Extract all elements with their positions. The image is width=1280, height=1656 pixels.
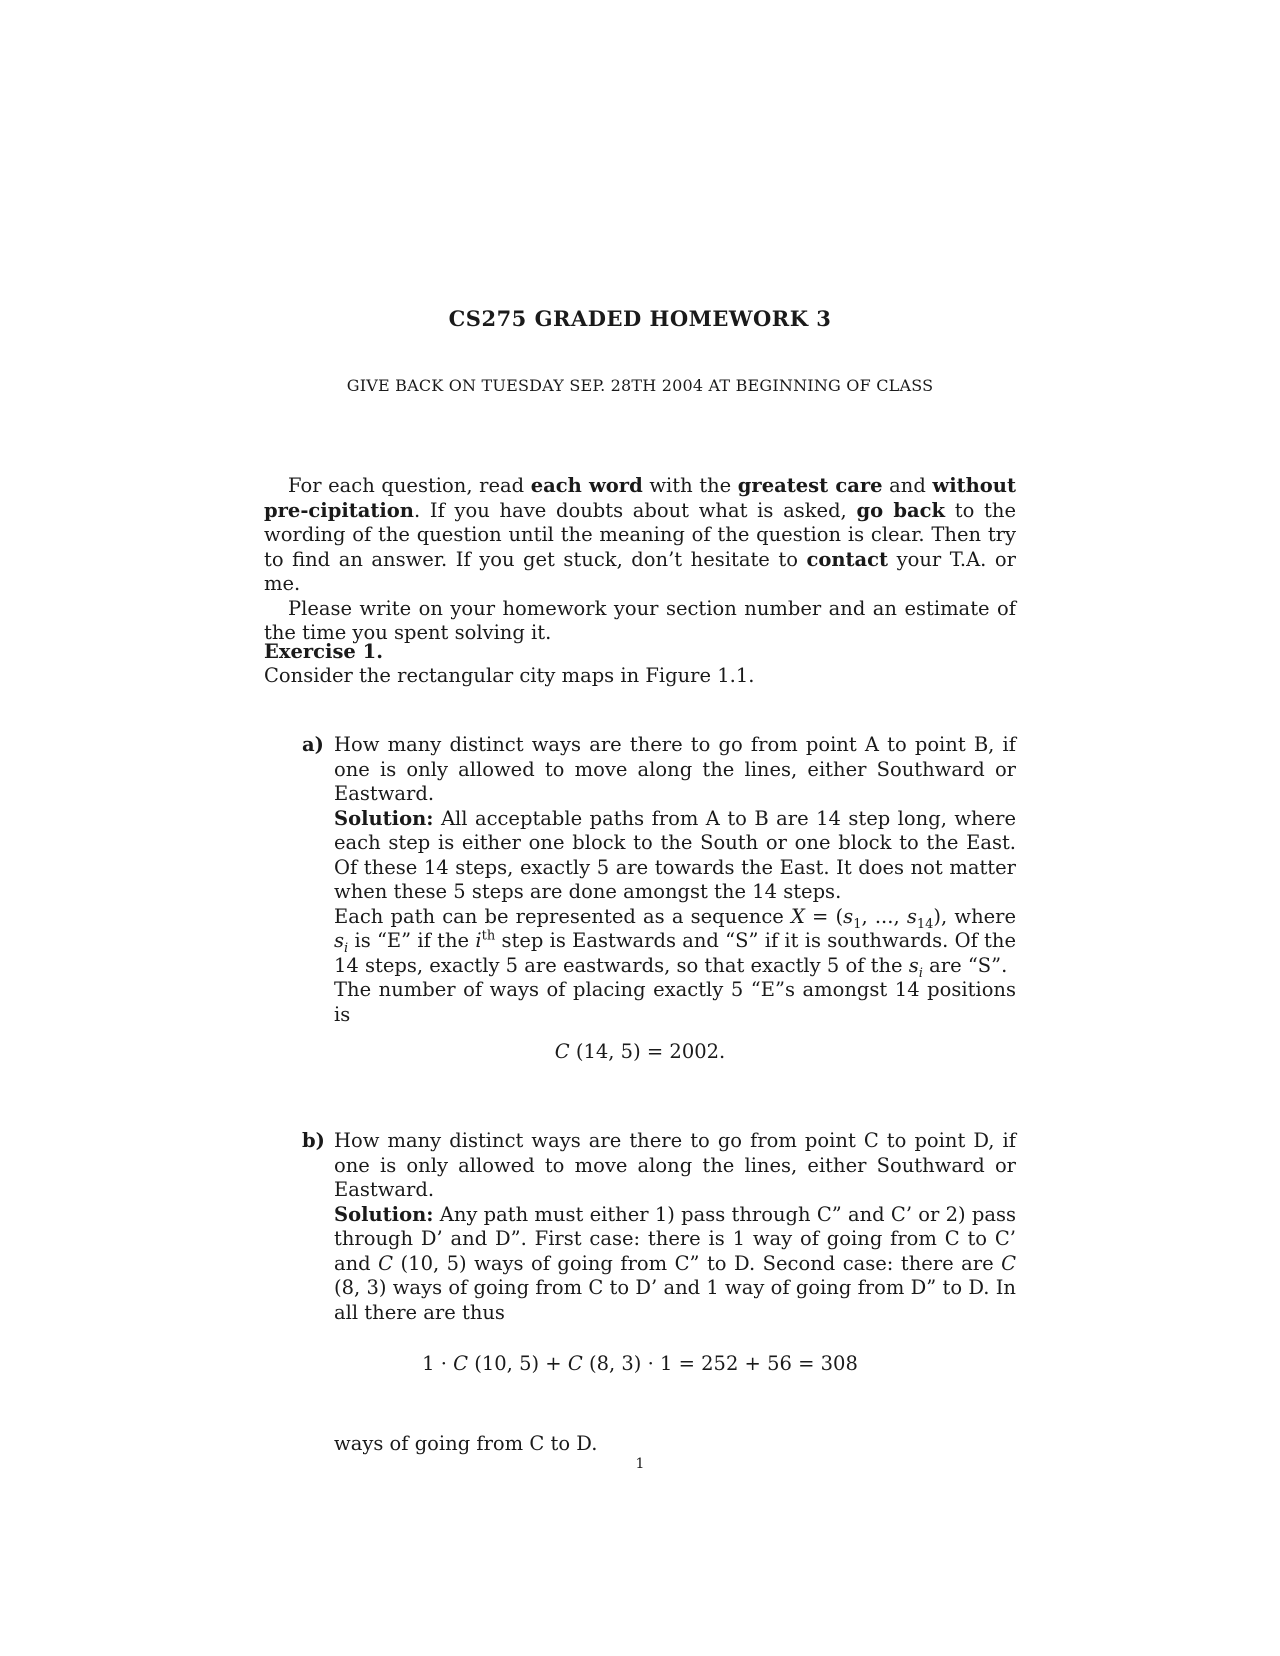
intro-paragraph-2: Please write on your homework your section number and an estimate of the time you spent solving it.: [264, 596, 1016, 644]
intro-bold: contact: [806, 547, 889, 571]
math-var: C: [378, 1251, 394, 1275]
math-sub: 14: [916, 916, 934, 932]
intro-text: your T.A. or me.: [264, 547, 1016, 595]
equation-b: [0, 1352, 1280, 1375]
solution-text: (10, 5): [393, 1251, 467, 1275]
part-a-label: a): [302, 733, 324, 756]
exercise-intro: Consider the rectangular city maps in Figure 1.1.: [264, 664, 755, 687]
solution-text: (8, 3): [334, 1276, 387, 1299]
math-var: s: [906, 904, 917, 928]
math-sub: 1: [853, 916, 862, 932]
solution-text: step is Eastwards and “S” if it is southwards. Of the 14 steps, exactly 5 are eastwards, so that exactly 5 of the: [334, 929, 1016, 977]
math-var: X: [790, 904, 805, 928]
math-var: s: [908, 953, 919, 977]
equation-text: (10, 5) +: [468, 1352, 568, 1375]
intro-bold: without pre-cipitation: [264, 474, 1016, 522]
intro-text: . If you have doubts about what is asked,: [413, 498, 857, 522]
intro-text: and: [882, 474, 933, 497]
part-a-solution-2: [334, 905, 1016, 979]
solution-text: , ...,: [861, 904, 907, 928]
page-subtitle: GIVE BACK ON TUESDAY SEP. 28TH 2004 AT BEGINNING OF CLASS: [346, 376, 934, 395]
intro-text: For each question, read: [288, 474, 531, 497]
part-b: [302, 1129, 1017, 1325]
math-var: C: [1001, 1251, 1017, 1275]
math-sup: th: [481, 928, 496, 944]
math-sub: i: [918, 965, 923, 981]
math-sub: i: [344, 940, 349, 956]
intro-bold: each word: [530, 474, 643, 497]
solution-text: All acceptable paths from A to B are 14 step long, where each step is either one block to the South or one block to the East. Of these 14 steps, exactly 5 are towards the East. It does not matter when these 5 steps are done amongst the 14 steps.: [334, 806, 1016, 903]
equation-a: [0, 1040, 1280, 1063]
solution-text: = (: [804, 904, 844, 928]
math-var: s: [334, 929, 345, 952]
solution-text: Each path can be represented as a sequence: [334, 904, 791, 928]
part-a-question: How many distinct ways are there to go from point A to point B, if one is only allowed to move along the lines, either Southward or Eastward.: [334, 733, 1016, 805]
exercise-heading: Exercise 1.: [264, 640, 383, 663]
math-var: C: [554, 1040, 570, 1063]
math-var: C: [453, 1352, 469, 1375]
intro-bold: go back: [856, 498, 946, 522]
part-a-solution-1: [334, 807, 1016, 905]
intro-section: [264, 474, 1016, 646]
solution-text: ways of going from C to D’ and 1 way of going from D” to D. In all there are thus: [334, 1276, 1016, 1324]
math-var: C: [567, 1352, 583, 1375]
part-a: [302, 733, 1017, 1027]
solution-text: ), where: [933, 904, 1017, 928]
equation-text: 1 ·: [422, 1352, 454, 1375]
page-title: CS275 GRADED HOMEWORK 3: [448, 306, 832, 331]
intro-paragraph-1: [264, 474, 1016, 597]
solution-text: ways of going from C” to D. Second case: there are: [466, 1251, 1002, 1275]
part-b-conclusion: ways of going from C to D.: [334, 1432, 598, 1455]
math-var: i: [475, 929, 482, 952]
part-b-question: How many distinct ways are there to go from point C to point D, if one is only allowed to move along the lines, either Southward or Eastward.: [334, 1129, 1016, 1201]
page-number: 1: [635, 1456, 645, 1472]
solution-label: Solution:: [334, 806, 434, 830]
equation-text: (14, 5) = 2002.: [569, 1040, 726, 1063]
math-var: s: [843, 904, 854, 928]
solution-label: Solution:: [334, 1202, 434, 1226]
part-a-solution-3: The number of ways of placing exactly 5 “E”s amongst 14 positions is: [334, 978, 1016, 1026]
solution-text: are “S”.: [922, 953, 1008, 977]
solution-text: is “E” if the: [348, 929, 476, 952]
part-b-solution: [334, 1203, 1016, 1326]
intro-text: with the: [642, 474, 738, 497]
solution-text: Any path must either 1) pass through C” and C’ or 2) pass through D’ and D”. First case: there is 1 way of going from C to C’ and: [334, 1202, 1016, 1275]
intro-bold: greatest care: [737, 474, 883, 497]
equation-text: (8, 3) · 1 = 252 + 56 = 308: [582, 1352, 858, 1375]
intro-text: to the wording of the question until the meaning of the question is clear. Then try to find an answer. If you get stuck, don’t hesitate to: [264, 498, 1016, 571]
part-b-label: b): [302, 1129, 325, 1152]
